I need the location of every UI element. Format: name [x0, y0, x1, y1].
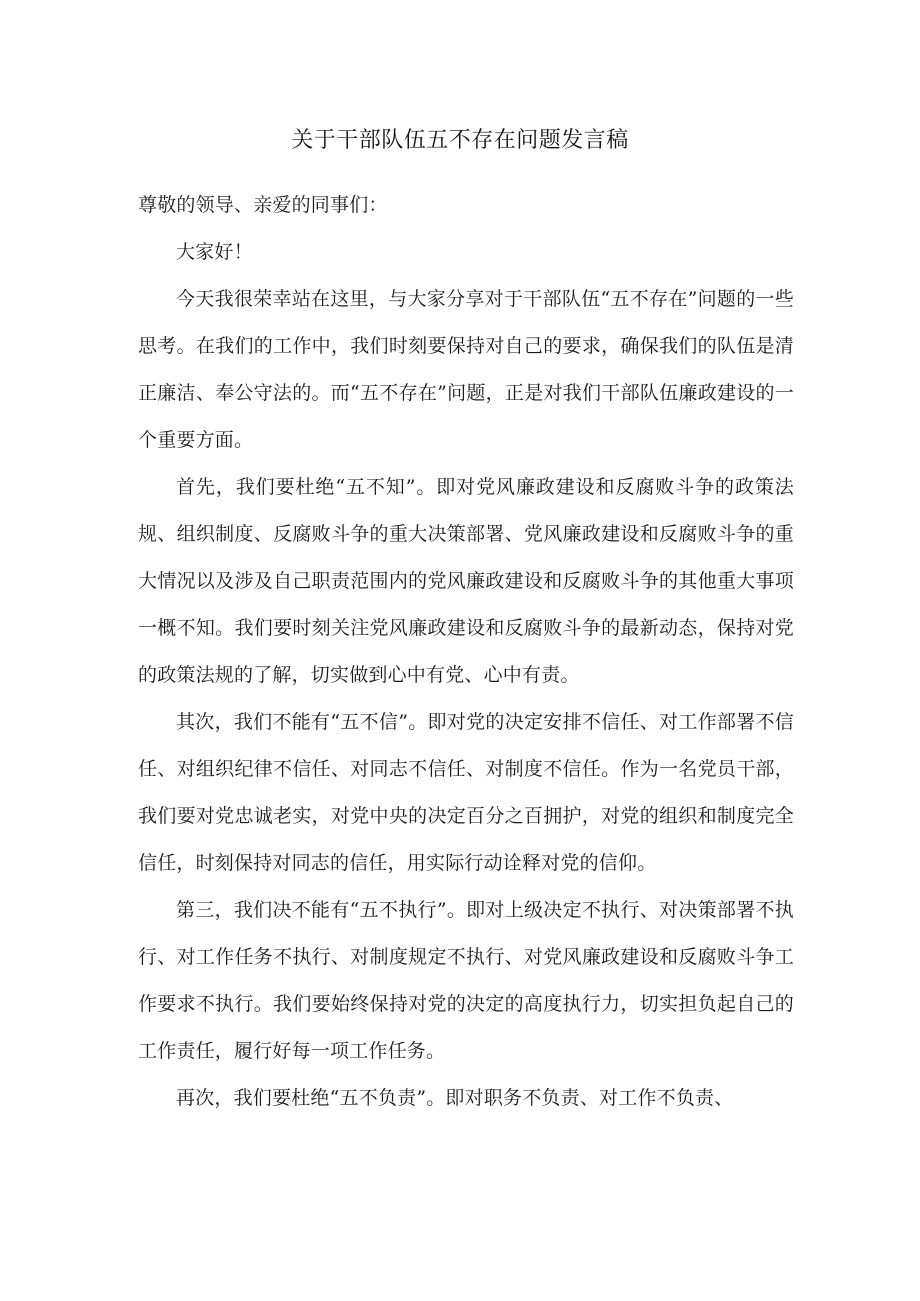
paragraph-intro: 今天我很荣幸站在这里，与大家分享对于干部队伍“五不存在”问题的一些思考。在我们的工作中，我们时刻要保持对自己的要求，确保我们的队伍是清正廉洁、奉公守法的。而“五不存在”问题，正是对我们干部队伍廉政建设的一个重要方面。	[138, 288, 794, 451]
document-title: 关于干部队伍五不存在问题发言稿	[291, 128, 629, 153]
paragraph-first: 首先，我们要杜绝“五不知”。即对党风廉政建设和反腐败斗争的政策法规、组织制度、反腐败斗争的重大决策部署、党风廉政建设和反腐败斗争的重大情况以及涉及自己职责范围内的党风廉政建设和反腐败斗争的其他重大事项一概不知。我们要时刻关注党风廉政建设和反腐败斗争的最新动态，保持对党的政策法规的了解，切实做到心中有党、心中有责。	[138, 476, 794, 686]
paragraph-third: 第三，我们决不能有“五不执行”。即对上级决定不执行、对决策部署不执行、对工作任务不执行、对制度规定不执行、对党风廉政建设和反腐败斗争工作要求不执行。我们要始终保持对党的决定的高度执行力，切实担负起自己的工作责任，履行好每一项工作任务。	[138, 899, 794, 1062]
document-body	[138, 182, 794, 1122]
paragraph-fourth: 再次，我们要杜绝“五不负责”。即对职务不负责、对工作不负责、	[176, 1087, 734, 1109]
paragraph-second: 其次，我们不能有“五不信”。即对党的决定安排不信任、对工作部署不信任、对组织纪律不信任、对同志不信任、对制度不信任。作为一名党员干部，我们要对党忠诚老实，对党中央的决定百分之百拥护，对党的组织和制度完全信任，时刻保持对同志的信任，用实际行动诠释对党的信仰。	[138, 711, 794, 874]
salutation: 尊敬的领导、亲爱的同事们：	[138, 194, 388, 216]
greeting: 大家好！	[176, 241, 253, 263]
